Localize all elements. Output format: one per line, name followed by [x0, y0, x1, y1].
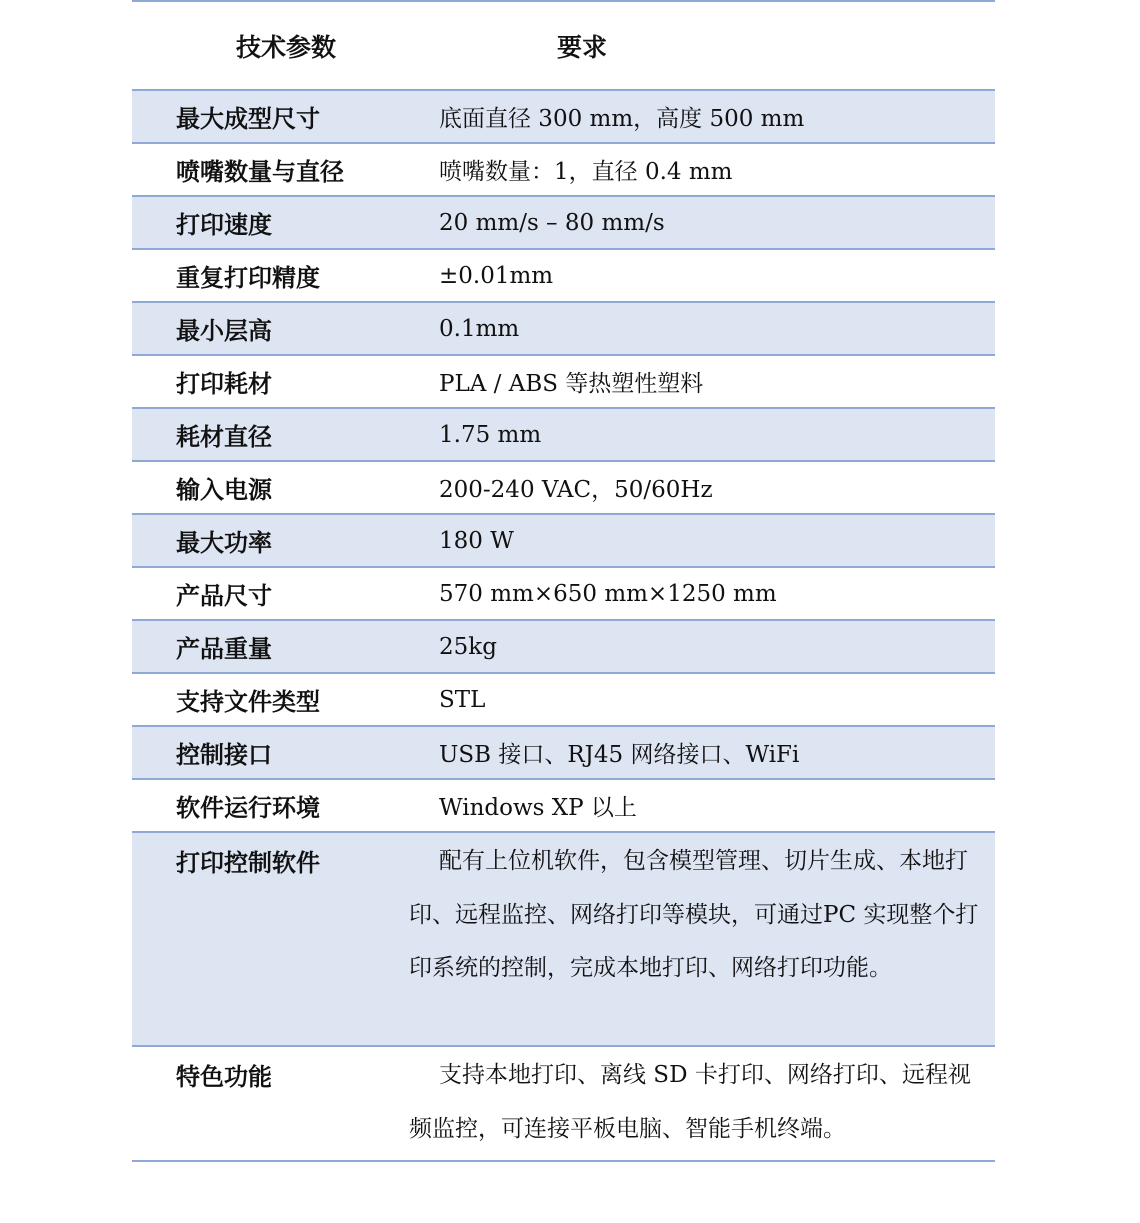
row-key: 特色功能: [176, 1063, 272, 1091]
row-value: PLA / ABS 等热塑性塑料: [439, 371, 704, 397]
header-param: 技术参数: [236, 32, 337, 62]
row-value: STL: [439, 686, 486, 713]
row-key: 重复打印精度: [176, 264, 320, 292]
row-key: 最大功率: [176, 529, 272, 557]
table-row: [132, 832, 995, 1046]
table-row: [132, 779, 995, 832]
table-row: [132, 673, 995, 726]
row-value: 180 W: [439, 527, 514, 554]
table-row: [132, 567, 995, 620]
row-value: 配有上位机软件，包含模型管理、切片生成、本地打印、远程监控、网络打印等模块，可通过PC 实现整个打印系统的控制，完成本地打印、网络打印功能。: [409, 848, 979, 981]
table-row: [132, 620, 995, 673]
table-row: [132, 1046, 995, 1161]
row-key: 支持文件类型: [176, 688, 320, 716]
row-value: 20 mm/s – 80 mm/s: [439, 209, 665, 236]
header-requirement: 要求: [557, 32, 608, 62]
row-key: 耗材直径: [176, 423, 272, 451]
row-key: 软件运行环境: [176, 794, 320, 822]
row-key: 打印速度: [176, 211, 272, 239]
row-value: 0.1mm: [439, 315, 520, 342]
row-key: 产品重量: [176, 635, 272, 663]
row-value: 200-240 VAC，50/60Hz: [439, 477, 713, 503]
table-row: [132, 461, 995, 514]
row-key: 最大成型尺寸: [176, 105, 320, 133]
row-value: Windows XP 以上: [439, 795, 637, 821]
table-row: [132, 143, 995, 196]
table-row: [132, 355, 995, 408]
row-key: 产品尺寸: [176, 582, 272, 610]
table-header-row: [132, 1, 995, 90]
row-key: 打印控制软件: [176, 849, 320, 877]
spec-table: [132, 0, 995, 1162]
table-row: [132, 408, 995, 461]
row-value: 底面直径 300 mm，高度 500 mm: [439, 106, 805, 132]
row-value: 25kg: [439, 633, 497, 660]
row-value: USB 接口、RJ45 网络接口、WiFi: [439, 742, 800, 768]
table-row: [132, 196, 995, 249]
row-key: 控制接口: [176, 741, 272, 769]
row-value: 支持本地打印、离线 SD 卡打印、网络打印、远程视频监控，可连接平板电脑、智能手机终端。: [409, 1062, 971, 1142]
row-value: 570 mm×650 mm×1250 mm: [439, 580, 777, 607]
table-row: [132, 726, 995, 779]
row-key: 输入电源: [176, 476, 272, 504]
row-value: ±0.01mm: [439, 262, 554, 289]
row-key: 最小层高: [176, 317, 272, 345]
row-key: 打印耗材: [176, 370, 272, 398]
row-value: 1.75 mm: [439, 421, 542, 448]
table-row: [132, 514, 995, 567]
table-row: [132, 302, 995, 355]
table-row: [132, 249, 995, 302]
table-row: [132, 90, 995, 143]
row-key: 喷嘴数量与直径: [176, 158, 344, 186]
row-value: 喷嘴数量：1，直径 0.4 mm: [439, 159, 733, 185]
